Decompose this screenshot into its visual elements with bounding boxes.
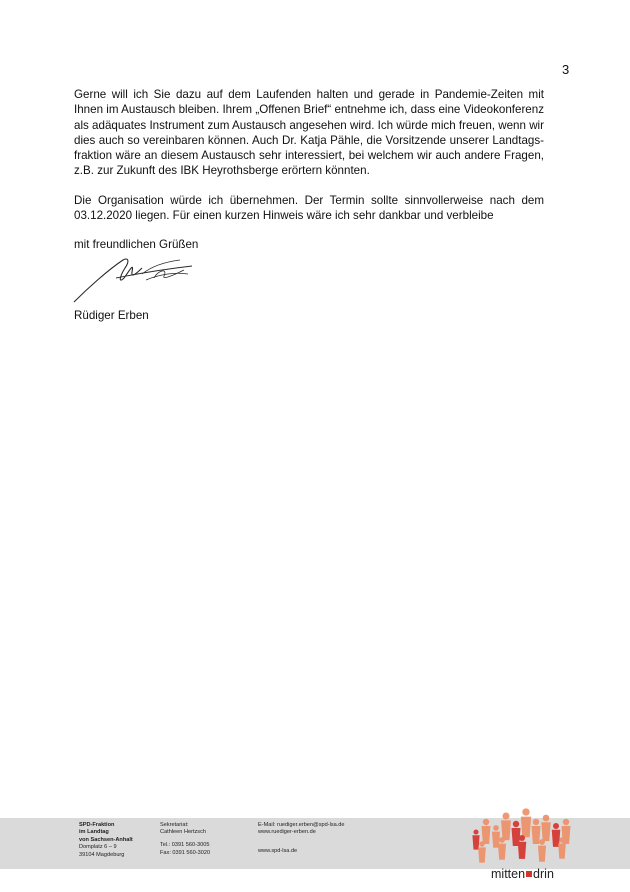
footer-phone: Tel.: 0391 560-3005 [160,842,210,849]
letter-body [74,87,544,267]
footer-party-website[interactable]: www.spd-lsa.de [258,847,298,854]
logo-red-square-icon [526,871,532,877]
people-crowd-logo-icon [468,792,580,874]
footer-street: Domplatz 6 – 9 [79,844,117,851]
signature-image [68,248,208,306]
footer-address [79,822,133,859]
footer-fax: Fax: 0391 560-3020 [160,849,211,856]
footer-website[interactable]: www.ruediger-erben.de [258,829,316,836]
paragraph-1: Gerne will ich Sie dazu auf dem Laufenden halten und gerade in Pandemie-Zeiten mit Ihnen im Austausch bleiben. Ihrem „Offenen Brief“ entnehme ich, dass eine Videokonferenz als adäquates Instrument zum Austausch angesehen wird. Ich würde mich freuen, wenn wir dies auch so vereinbaren können. Auch Dr. Katja Pähle, die Vorsitzende unserer Landtags-fraktion wäre an diesem Austausch sehr interessiert, bei welchem wir auch andere Fragen, z.B. zur Zukunft des IBK Heyrothsberge erörtern könnten. [74,88,544,178]
logo-word-drin: drin [533,867,554,881]
page-number: 3 [562,62,570,77]
footer-org-line2: im Landtag [79,829,109,836]
signer-name: Rüdiger Erben [74,309,149,322]
footer-city: 39104 Magdeburg [79,851,125,858]
footer-email[interactable]: E-Mail: ruediger.erben@spd-lsa.de [258,822,345,828]
footer-secretariat [160,822,210,857]
logo-word-mitten: mitten [491,867,526,881]
footer-secretariat-label: Sekretariat: [160,822,189,828]
footer-org-line1: SPD-Fraktion [79,822,115,828]
paragraph-2: Die Organisation würde ich übernehmen. Der Termin sollte sinnvollerweise nach dem 03.12.2020 liegen. Für einen kurzen Hinweis wäre ich sehr dankbar und verbleibe [74,193,544,223]
footer-contact [258,822,345,855]
mittendrin-logo [491,867,554,881]
footer-secretariat-name: Cathleen Hertzsch [160,829,207,836]
footer-org-line3: von Sachsen-Anhalt [79,836,133,843]
closing-greeting: mit freundlichen Grüßen [74,238,199,252]
